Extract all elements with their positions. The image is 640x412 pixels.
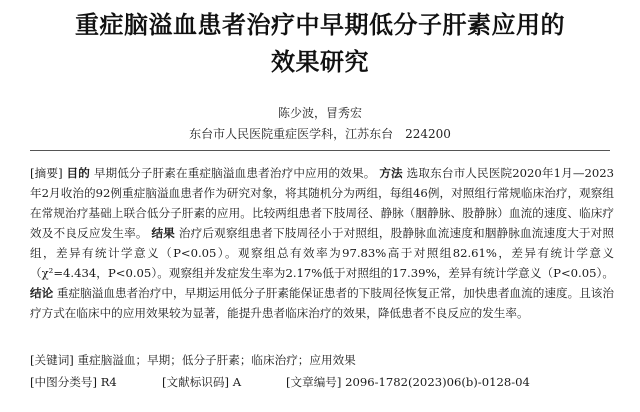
clc-field xyxy=(30,372,117,392)
abstract-tag: [摘要] xyxy=(30,166,63,180)
doc-code-value: A xyxy=(232,375,242,389)
doc-code-field xyxy=(162,372,241,392)
clc-label: [中图分类号] xyxy=(30,375,98,389)
keywords xyxy=(30,350,614,370)
objective-text: 早期低分子肝素在重症脑溢血患者治疗中应用的效果。 xyxy=(93,166,376,180)
clc-value: R4 xyxy=(100,375,117,389)
paper-title-line2: 效果研究 xyxy=(271,48,369,76)
paper-title-line1: 重症脑溢血患者治疗中早期低分子肝素应用的 xyxy=(75,11,565,39)
objective-head: 目的 xyxy=(66,166,90,180)
classification-row xyxy=(30,372,620,392)
article-number-label: [文章编号] xyxy=(286,375,342,389)
abstract xyxy=(30,163,614,323)
article-number-value: 2096-1782(2023)06(b)-0128-04 xyxy=(345,375,530,389)
results-head: 结果 xyxy=(151,226,176,240)
results-text: 治疗后观察组患者下肢周径小于对照组，股静脉血流速度和胭静脉血流速度大于对照组，差异有统计学意义（P<0.05）。观察组总有效率为97.83%高于对照组82.61%，差异有统计学意义（χ²=4.434，P<0.05）。观察组并发症发生率为2.17%低于对照组的17.39%，差异有统计学意义（P<0.05）。 xyxy=(30,226,614,280)
conclusion-head: 结论 xyxy=(30,286,54,300)
affiliation: 东台市人民医院重症医学科，江苏东台 224200 xyxy=(189,127,451,141)
conclusion-text: 重症脑溢血患者治疗中，早期运用低分子肝素能保证患者的下肢周径恢复正常，加快患者血流的速度。且该治疗方式在临床中的应用效果较为显著，能提升患者临床治疗的效果，降低患者不良反应的发生率。 xyxy=(30,286,614,320)
keywords-text: 重症脑溢血；早期；低分子肝素；临床治疗；应用效果 xyxy=(77,353,356,367)
methods-head: 方法 xyxy=(379,166,403,180)
keywords-label: [关键词] xyxy=(30,353,74,367)
article-number-field xyxy=(286,372,530,392)
doc-code-label: [文献标识码] xyxy=(162,375,230,389)
divider xyxy=(30,150,610,151)
methods-text: 选取东台市人民医院2020年1月—2023年2月收治的92例重症脑溢血患者作为研究对象，将其随机分为两组，每组46例，对照组行常规临床治疗，观察组在常规治疗基础上联合低分子肝素的应用。比较两组患者下肢周径、静脉（胭静脉、股静脉）血流的速度、临床疗效及不良反应发生率。 xyxy=(30,166,614,240)
authors: 陈少波，冒秀宏 xyxy=(277,106,362,120)
